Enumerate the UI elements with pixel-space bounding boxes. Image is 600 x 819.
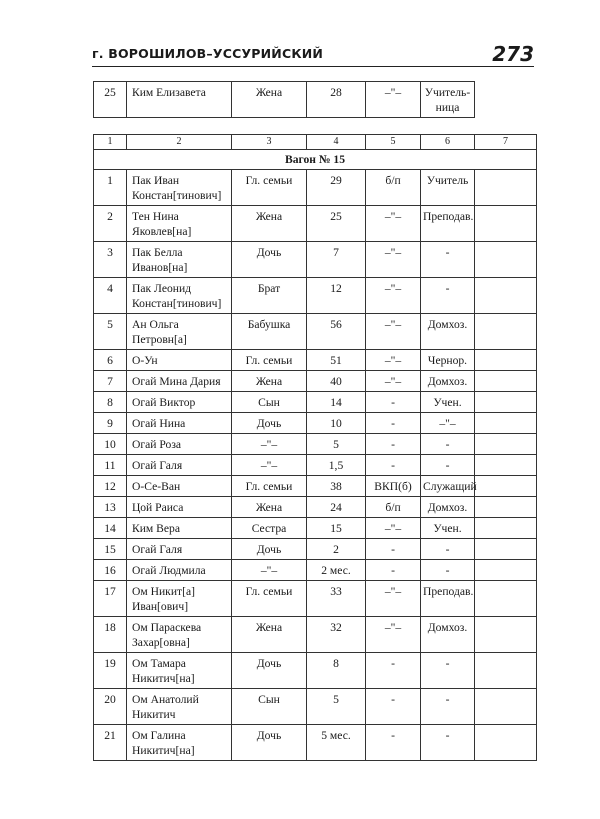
occupation: Домхоз.: [421, 314, 475, 350]
notes-cell: [475, 689, 537, 725]
age: 29: [307, 170, 366, 206]
party: –"–: [366, 371, 421, 392]
relation: Гл. семьи: [232, 581, 307, 617]
row-number: 14: [94, 518, 127, 539]
table-row: [94, 413, 537, 434]
occupation: Учен.: [421, 392, 475, 413]
row-number: 5: [94, 314, 127, 350]
notes-cell: [475, 581, 537, 617]
occupation: -: [421, 278, 475, 314]
table-row: [94, 455, 537, 476]
person-name: Огай Галя: [127, 455, 232, 476]
relation: Гл. семьи: [232, 476, 307, 497]
party: –"–: [366, 581, 421, 617]
person-name: Ким Вера: [127, 518, 232, 539]
table-row: [94, 689, 537, 725]
person-name: Ом Тамара Никитич[на]: [127, 653, 232, 689]
age: 7: [307, 242, 366, 278]
wagon-table: [93, 134, 537, 761]
person-name: О-Се-Ван: [127, 476, 232, 497]
notes-cell: [475, 476, 537, 497]
row-number: 16: [94, 560, 127, 581]
relation: Жена: [232, 206, 307, 242]
party: –"–: [366, 518, 421, 539]
party: –"–: [366, 82, 421, 118]
table-row: [94, 539, 537, 560]
relation: Жена: [232, 617, 307, 653]
row-number: 20: [94, 689, 127, 725]
person-name: О-Ун: [127, 350, 232, 371]
wagon-title-row: [94, 150, 537, 170]
relation: Жена: [232, 371, 307, 392]
column-number: 1: [94, 135, 127, 150]
occupation: -: [421, 725, 475, 761]
person-name: Ом Параскева Захар[овна]: [127, 617, 232, 653]
table-row: [94, 581, 537, 617]
relation: Сын: [232, 392, 307, 413]
relation: –"–: [232, 560, 307, 581]
row-number: 11: [94, 455, 127, 476]
age: 5 мес.: [307, 725, 366, 761]
table-row: [94, 392, 537, 413]
row-number: 8: [94, 392, 127, 413]
notes-cell: [475, 725, 537, 761]
relation: Гл. семьи: [232, 350, 307, 371]
column-number: 5: [366, 135, 421, 150]
continued-table: [93, 81, 475, 118]
row-number: 18: [94, 617, 127, 653]
relation: Сестра: [232, 518, 307, 539]
notes-cell: [475, 242, 537, 278]
table-row: [94, 560, 537, 581]
age: 40: [307, 371, 366, 392]
table-row: [94, 242, 537, 278]
age: 56: [307, 314, 366, 350]
notes-cell: [475, 518, 537, 539]
party: -: [366, 455, 421, 476]
age: 32: [307, 617, 366, 653]
notes-cell: [475, 278, 537, 314]
occupation: -: [421, 560, 475, 581]
occupation: Служащий: [421, 476, 475, 497]
party: –"–: [366, 242, 421, 278]
occupation: Преподав.: [421, 206, 475, 242]
relation: Бабушка: [232, 314, 307, 350]
row-number: 19: [94, 653, 127, 689]
relation: Дочь: [232, 725, 307, 761]
relation: Жена: [232, 497, 307, 518]
table-row: [94, 278, 537, 314]
column-number: 4: [307, 135, 366, 150]
relation: Гл. семьи: [232, 170, 307, 206]
person-name: Ом Никит[а] Иван[ович]: [127, 581, 232, 617]
occupation: Преподав.: [421, 581, 475, 617]
party: ВКП(б): [366, 476, 421, 497]
table-row: [94, 725, 537, 761]
person-name: Огай Нина: [127, 413, 232, 434]
row-number: 6: [94, 350, 127, 371]
row-number: 7: [94, 371, 127, 392]
party: –"–: [366, 314, 421, 350]
age: 8: [307, 653, 366, 689]
table-row: [94, 350, 537, 371]
person-name: Огай Людмила: [127, 560, 232, 581]
table-row: [94, 476, 537, 497]
age: 38: [307, 476, 366, 497]
notes-cell: [475, 413, 537, 434]
party: -: [366, 560, 421, 581]
wagon-title: Вагон № 15: [94, 150, 537, 170]
notes-cell: [475, 653, 537, 689]
notes-cell: [475, 206, 537, 242]
notes-cell: [475, 314, 537, 350]
notes-cell: [475, 539, 537, 560]
column-number: 2: [127, 135, 232, 150]
relation: Жена: [232, 82, 307, 118]
notes-cell: [475, 392, 537, 413]
party: –"–: [366, 278, 421, 314]
occupation: -: [421, 242, 475, 278]
occupation: -: [421, 455, 475, 476]
row-number: 17: [94, 581, 127, 617]
occupation: Домхоз.: [421, 617, 475, 653]
age: 1,5: [307, 455, 366, 476]
age: 5: [307, 689, 366, 725]
table-row: [94, 653, 537, 689]
relation: Сын: [232, 689, 307, 725]
party: -: [366, 689, 421, 725]
row-number: 21: [94, 725, 127, 761]
occupation: -: [421, 689, 475, 725]
relation: –"–: [232, 434, 307, 455]
header-rule: [92, 66, 534, 67]
age: 25: [307, 206, 366, 242]
row-number: 10: [94, 434, 127, 455]
row-number: 4: [94, 278, 127, 314]
column-number: 3: [232, 135, 307, 150]
party: -: [366, 434, 421, 455]
party: -: [366, 725, 421, 761]
person-name: Ом Анатолий Никитич: [127, 689, 232, 725]
notes-cell: [475, 455, 537, 476]
relation: Брат: [232, 278, 307, 314]
occupation: Учитель- ница: [421, 82, 475, 118]
occupation: Домхоз.: [421, 497, 475, 518]
page-header: [92, 42, 534, 68]
notes-cell: [475, 434, 537, 455]
occupation: Учитель: [421, 170, 475, 206]
person-name: Огай Виктор: [127, 392, 232, 413]
page-number: 273: [492, 42, 534, 66]
party: –"–: [366, 206, 421, 242]
table-row: [94, 497, 537, 518]
age: 15: [307, 518, 366, 539]
age: 2: [307, 539, 366, 560]
relation: –"–: [232, 455, 307, 476]
party: б/п: [366, 497, 421, 518]
occupation: -: [421, 434, 475, 455]
relation: Дочь: [232, 242, 307, 278]
running-title: г. ВОРОШИЛОВ–УССУРИЙСКИЙ: [92, 46, 324, 61]
occupation: -: [421, 653, 475, 689]
notes-cell: [475, 350, 537, 371]
row-number: 9: [94, 413, 127, 434]
person-name: Тен Нина Яковлев[на]: [127, 206, 232, 242]
row-number: 1: [94, 170, 127, 206]
party: -: [366, 539, 421, 560]
party: б/п: [366, 170, 421, 206]
row-number: 25: [94, 82, 127, 118]
notes-cell: [475, 560, 537, 581]
table-row: [94, 518, 537, 539]
person-name: Огай Мина Дария: [127, 371, 232, 392]
age: 12: [307, 278, 366, 314]
party: -: [366, 413, 421, 434]
table-row: [94, 617, 537, 653]
table-row: [94, 170, 537, 206]
party: -: [366, 653, 421, 689]
age: 5: [307, 434, 366, 455]
column-number: 7: [475, 135, 537, 150]
occupation: Домхоз.: [421, 371, 475, 392]
age: 33: [307, 581, 366, 617]
notes-cell: [475, 170, 537, 206]
person-name: Пак Белла Иванов[на]: [127, 242, 232, 278]
column-number-row: [94, 135, 537, 150]
table-row: [94, 434, 537, 455]
table-row: [94, 206, 537, 242]
person-name: Ким Елизавета: [127, 82, 232, 118]
row-number: 12: [94, 476, 127, 497]
age: 10: [307, 413, 366, 434]
age: 51: [307, 350, 366, 371]
relation: Дочь: [232, 539, 307, 560]
party: –"–: [366, 350, 421, 371]
column-number: 6: [421, 135, 475, 150]
table-row: [94, 314, 537, 350]
relation: Дочь: [232, 653, 307, 689]
age: 28: [307, 82, 366, 118]
notes-cell: [475, 497, 537, 518]
row-number: 15: [94, 539, 127, 560]
occupation: –"–: [421, 413, 475, 434]
person-name: Цой Раиса: [127, 497, 232, 518]
row-number: 3: [94, 242, 127, 278]
relation: Дочь: [232, 413, 307, 434]
person-name: Ом Галина Никитич[на]: [127, 725, 232, 761]
occupation: Чернор.: [421, 350, 475, 371]
notes-cell: [475, 371, 537, 392]
person-name: Пак Иван Констан[тинович]: [127, 170, 232, 206]
row-number: 13: [94, 497, 127, 518]
row-number: 2: [94, 206, 127, 242]
person-name: Огай Галя: [127, 539, 232, 560]
table-row: [94, 371, 537, 392]
age: 14: [307, 392, 366, 413]
party: –"–: [366, 617, 421, 653]
occupation: -: [421, 539, 475, 560]
party: -: [366, 392, 421, 413]
table-row: [94, 82, 475, 118]
notes-cell: [475, 617, 537, 653]
person-name: Пак Леонид Констан[тинович]: [127, 278, 232, 314]
person-name: Огай Роза: [127, 434, 232, 455]
person-name: Ан Ольга Петровн[а]: [127, 314, 232, 350]
age: 2 мес.: [307, 560, 366, 581]
occupation: Учен.: [421, 518, 475, 539]
age: 24: [307, 497, 366, 518]
